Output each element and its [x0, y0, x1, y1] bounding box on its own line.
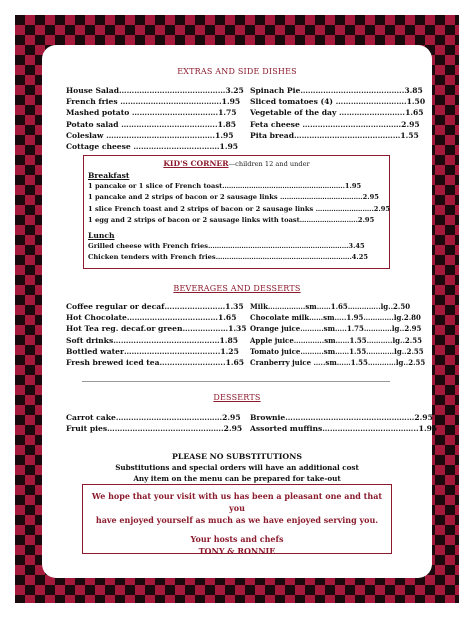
list-item: Chocolate milk……sm…..1.95………….lg.2.80	[250, 313, 421, 323]
desserts-right-list	[250, 412, 437, 434]
list-item: Carrot cake……………………………………2.95	[66, 413, 241, 422]
list-item: 1 slice French toast and 2 strips of bacon or 2 sausage links ……………………..2.95	[88, 204, 391, 213]
lunch-label: Lunch	[88, 231, 115, 240]
list-item: Apple juice………….sm……1.55………..lg..2.55	[250, 335, 422, 345]
kids-corner-heading	[84, 159, 389, 168]
list-item: Soft drinks……………………………………1.85	[66, 335, 239, 345]
hosts-line: Your hosts and chefs	[190, 534, 284, 544]
list-item: Bottled water………………………………..1.25	[66, 346, 239, 356]
notice-line: Any item on the menu can be prepared for take-out	[133, 474, 341, 483]
list-item: 1 pancake or 1 slice of French toast……………………………………………….1.95	[88, 182, 362, 191]
beverages-left-list	[66, 301, 247, 368]
list-item: Fresh brewed iced tea……………………..1.65	[66, 358, 245, 368]
substitution-notice	[42, 451, 432, 484]
list-item: 1 egg and 2 strips of bacon or 2 sausage links with toast……………………..2.95	[88, 215, 375, 224]
kids-corner-subtitle: —children 12 and under	[228, 160, 310, 168]
list-item: Chicken tenders with French fries…………………………………………………….4.25	[88, 253, 369, 262]
list-item: Spinach Pie…………………………………..3.85	[250, 86, 423, 95]
hosts-names: TONY & RONNIE	[198, 546, 276, 556]
closing-message-box	[82, 484, 392, 554]
list-item: Potato salad ………………………………..1.85	[66, 119, 237, 129]
list-item: Hot Chocolate………………………………1.65	[66, 313, 237, 323]
kids-breakfast	[88, 170, 390, 226]
list-item: Hot Tea reg. decaf.or green………………1.35	[66, 324, 247, 334]
list-item: Tomato juice……….sm……1.55…………lg..2.55	[250, 346, 424, 356]
divider	[82, 381, 390, 382]
kids-corner-box	[83, 155, 390, 269]
notice-line: Substitutions and special orders will have an additional cost	[115, 463, 359, 472]
breakfast-label: Breakfast	[88, 171, 130, 180]
list-item: Coffee regular or decaf……………………1.35	[66, 302, 244, 311]
extras-title: EXTRAS AND SIDE DISHES	[177, 67, 297, 76]
desserts-left-list	[66, 412, 242, 434]
list-item: Brownie……………………………………………2.95	[250, 413, 433, 422]
closing-message	[83, 490, 391, 557]
extras-right-list	[250, 85, 425, 141]
beverages-title: BEVERAGES AND DESSERTS	[173, 284, 301, 293]
list-item: Grilled cheese with French fries………………………………………………………3.45	[88, 242, 365, 251]
list-item: Assorted muffins………………………………..1.95	[250, 424, 438, 434]
kids-corner-title: KID'S CORNER	[163, 159, 229, 168]
list-item: Cranberry juice …..sm……1.55…………lg..2.55	[250, 358, 426, 368]
beverages-right-list	[250, 301, 425, 368]
notice-title: PLEASE NO SUBSTITUTIONS	[172, 452, 302, 461]
list-item: Coleslaw …………………………………….1.95	[66, 130, 234, 140]
list-item: Cottage cheese …………………………….1.95	[66, 142, 239, 152]
list-item: 1 pancake and 2 strips of bacon or 2 sausage links ……………………………….2.95	[88, 193, 379, 202]
list-item: Sliced tomatoes (4) ……………………….1.50	[250, 97, 426, 107]
list-item: Orange juice……….sm…..1.75…………lg..2.95	[250, 324, 422, 334]
list-item: Fruit pies……………………………………….2.95	[66, 424, 243, 434]
list-item: House Salad……………………………………3.25	[66, 86, 244, 95]
closing-line: have enjoyed yourself as much as we have enjoyed serving you.	[95, 515, 379, 525]
list-item: French fries ………………………………….1.95	[66, 97, 241, 107]
list-item: Milk…………….sm……1.65…………..lg..2.50	[250, 302, 411, 311]
list-item: Mashed potato …………………………….1.75	[66, 108, 237, 118]
list-item: Vegetable of the day ……………………..1.65	[250, 108, 424, 118]
extras-left-list	[66, 85, 244, 152]
desserts-title: DESSERTS	[213, 393, 261, 402]
kids-lunch	[88, 230, 368, 264]
closing-line: We hope that your visit with us has been a pleasant one and that you	[91, 491, 383, 513]
list-item: Pita bread……………………………………1.55	[250, 130, 419, 140]
list-item: Feta cheese …………………………………2.95	[250, 119, 420, 129]
